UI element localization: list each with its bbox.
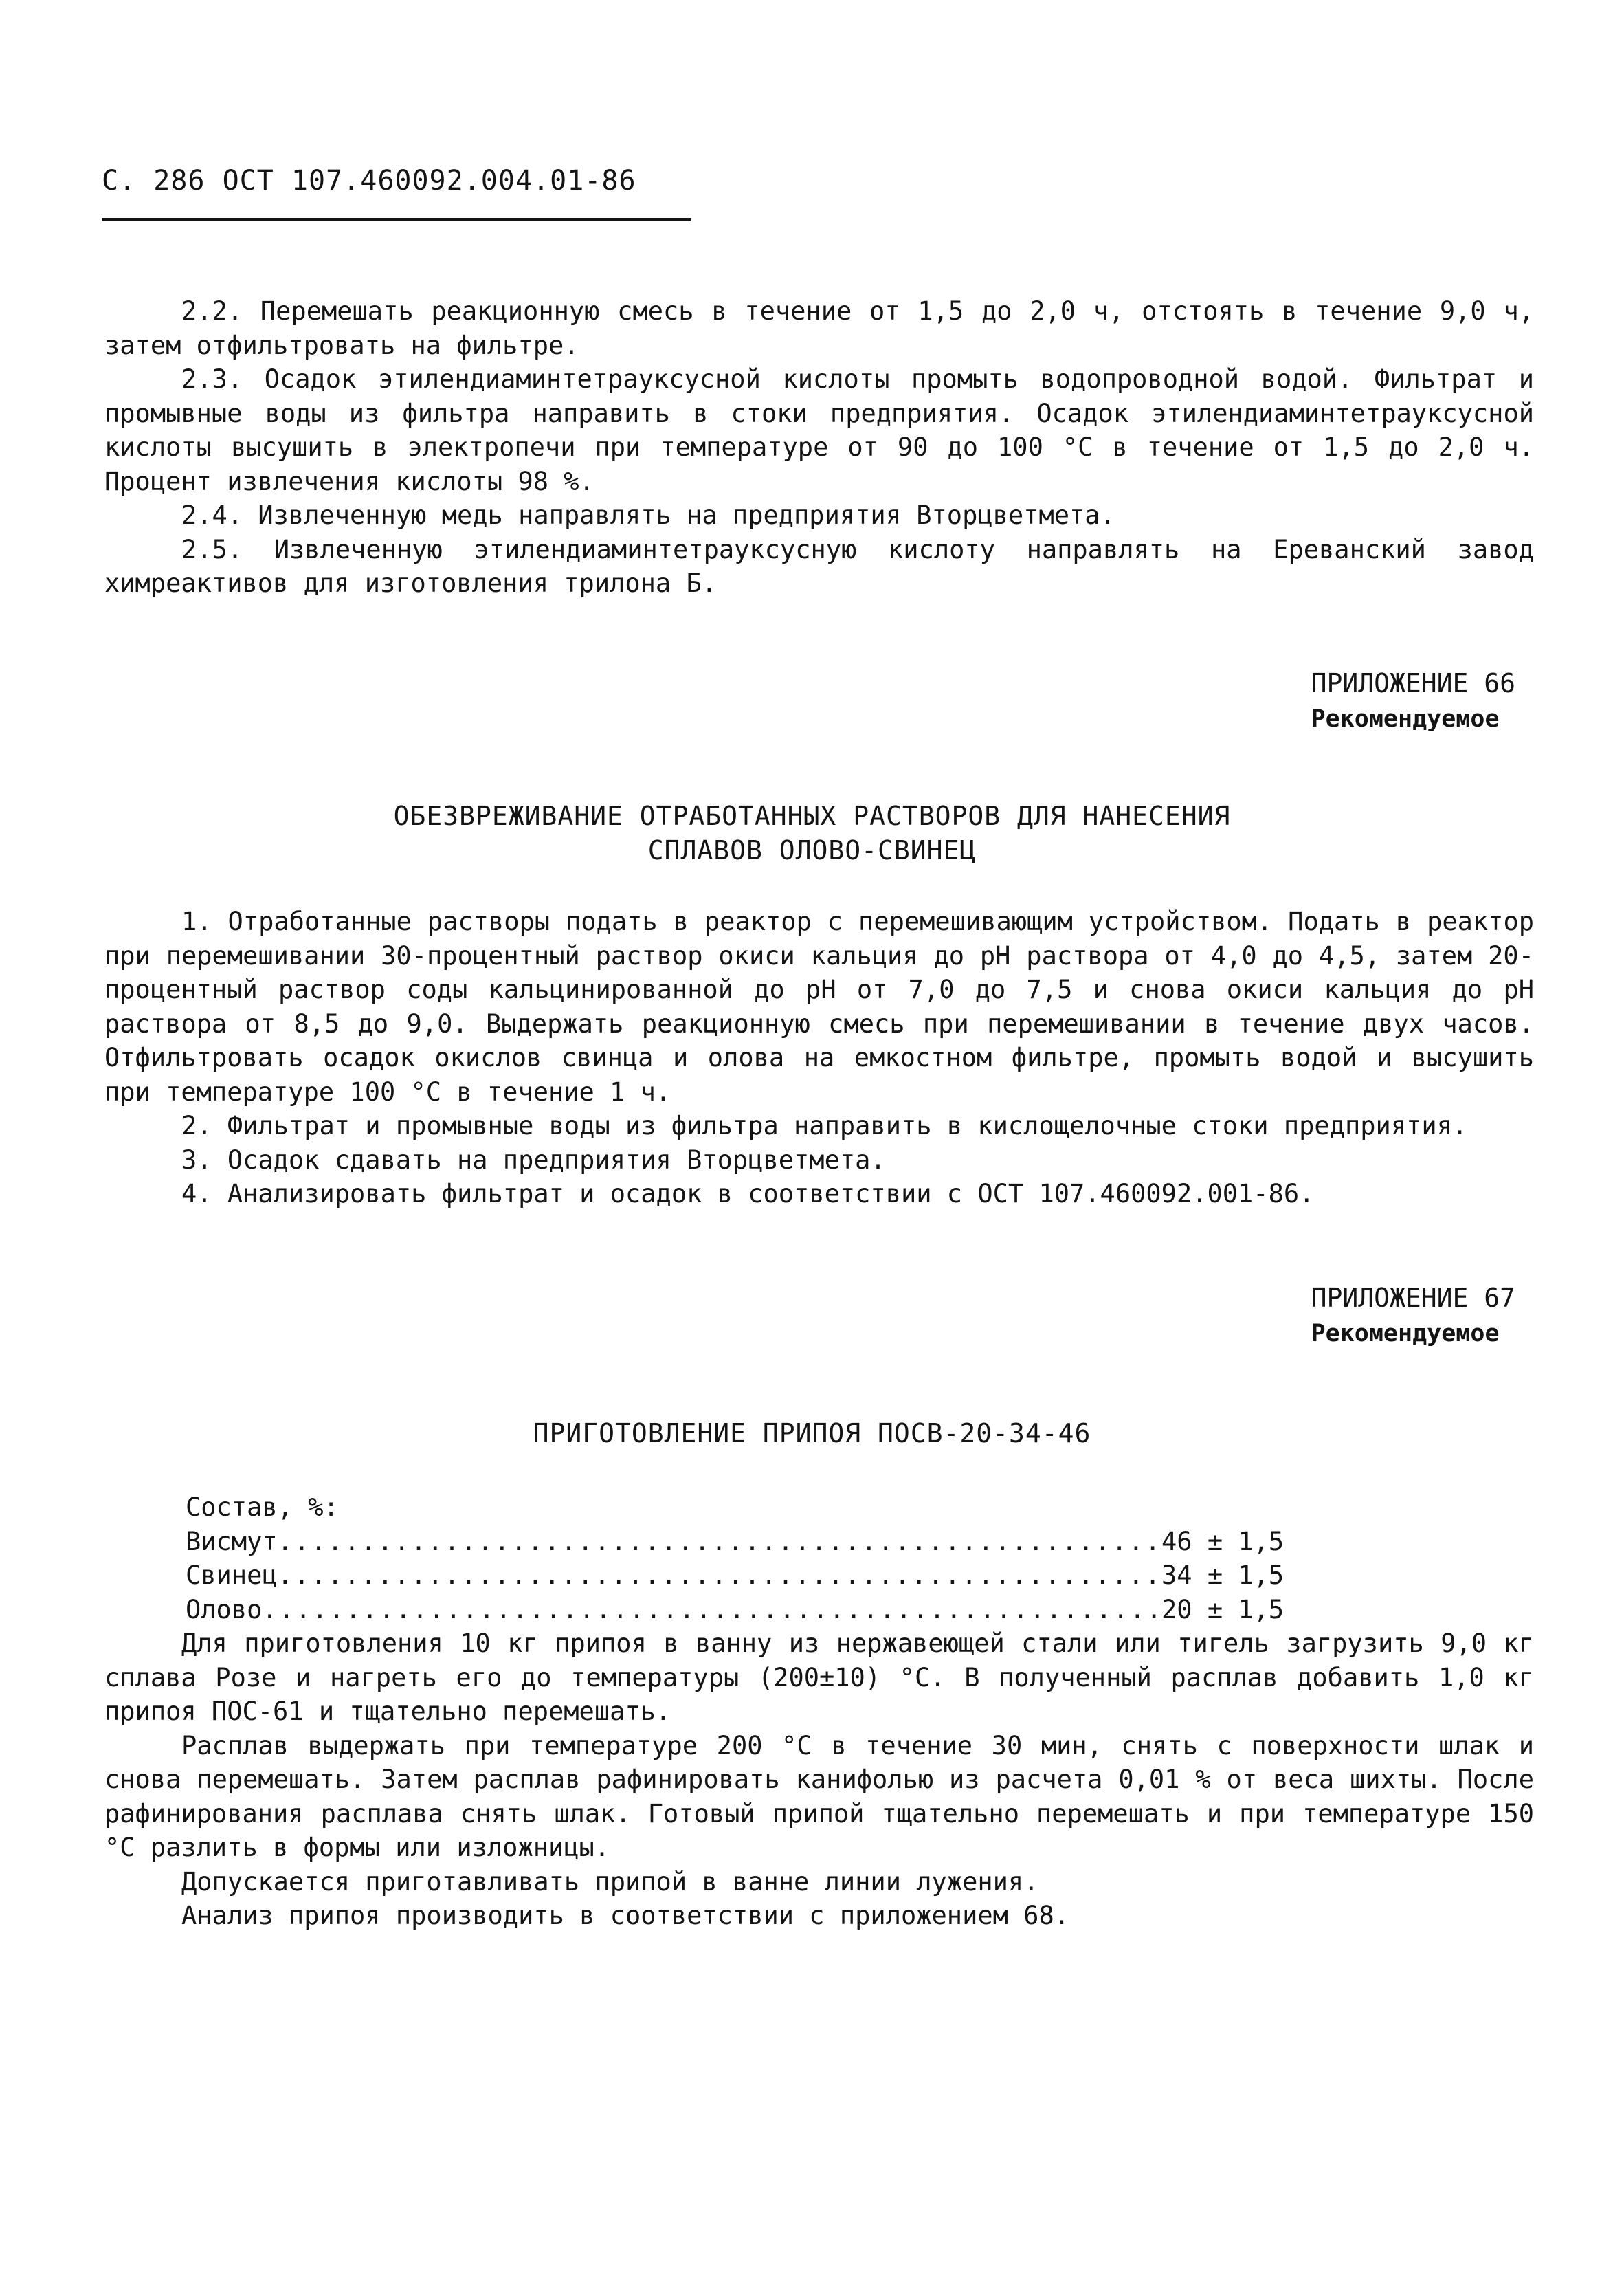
section-2-continuation <box>104 294 1534 601</box>
annex-67-paragraph-2: Расплав выдержать при температуре 200 °С в течение 30 мин, снять с поверхности шлак и снова перемешать. Затем расплав рафинировать канифолью из расчета 0,01 % от веса шихты. После рафинирования расплава снять шлак. Готовый припой тщательно перемешать и при температуре 150 °С разлить в формы или изложницы. <box>104 1730 1534 1862</box>
page-header: С. 286 ОСТ 107.460092.004.01-86 <box>102 165 636 197</box>
annex-67-status: Рекомендуемое <box>1311 1320 1500 1347</box>
annex-66-title-line-1: ОБЕЗВРЕЖИВАНИЕ ОТРАБОТАННЫХ РАСТВОРОВ ДЛЯ НАНЕСЕНИЯ <box>393 801 1231 831</box>
composition-value: 20 ± 1,5 <box>1161 1594 1284 1624</box>
composition-row <box>186 1593 1326 1627</box>
leader-dots <box>262 1593 1157 1627</box>
annex-67-label: ПРИЛОЖЕНИЕ 67 <box>1311 1283 1515 1313</box>
header-underline <box>102 218 691 221</box>
annex-66-body <box>104 905 1534 1211</box>
annex-66-item-3: 3. Осадок сдавать на предприятия Вторцветмета. <box>181 1145 886 1175</box>
paragraph-2-4: 2.4. Извлеченную медь направлять на предприятия Вторцветмета. <box>181 500 1115 530</box>
composition-row <box>186 1525 1326 1559</box>
composition-list <box>186 1490 1326 1626</box>
composition-name: Висмут <box>186 1526 278 1556</box>
composition-row <box>186 1558 1326 1593</box>
annex-67-body <box>104 1626 1534 1933</box>
annex-66-title <box>0 799 1624 868</box>
paragraph-2-2: 2.2. Перемешать реакционную смесь в течение от 1,5 до 2,0 ч, отстоять в течение 9,0 ч, затем отфильтровать на фильтре. <box>104 296 1534 360</box>
annex-67-paragraph-3: Допускается приготавливать припой в ванне линии лужения. <box>181 1866 1039 1897</box>
annex-66-item-4: 4. Анализировать фильтрат и осадок в соответствии с ОСТ 107.460092.001-86. <box>181 1179 1315 1208</box>
composition-value: 34 ± 1,5 <box>1161 1560 1284 1590</box>
annex-66-title-line-2: СПЛАВОВ ОЛОВО-СВИНЕЦ <box>647 835 977 865</box>
composition-value: 46 ± 1,5 <box>1161 1526 1284 1556</box>
composition-name: Свинец <box>186 1560 278 1590</box>
annex-67-title: ПРИГОТОВЛЕНИЕ ПРИПОЯ ПОСВ-20-34-46 <box>533 1418 1091 1448</box>
annex-66-heading <box>1311 665 1515 737</box>
paragraph-2-5: 2.5. Извлеченную этилендиаминтетрауксусную кислоту направлять на Ереванский завод химреактивов для изготовления трилона Б. <box>104 534 1534 598</box>
annex-66-status: Рекомендуемое <box>1311 705 1500 733</box>
leader-dots <box>278 1558 1157 1593</box>
composition-heading: Состав, %: <box>186 1492 339 1522</box>
annex-67-paragraph-4: Анализ припоя производить в соответствии с приложением 68. <box>181 1901 1070 1930</box>
annex-66-item-1: 1. Отработанные растворы подать в реактор с перемешивающим устройством. Подать в реактор при перемешивании 30-процентный раствор окиси кальция до рН раствора от 4,0 до 4,5, затем 20-процентный раствор соды кальцинированной до рН от 7,0 до 7,5 и снова окиси кальция до рН раствора от 8,5 до 9,0. Выдержать реакционную смесь при перемешивании в течение двух часов. Отфильтровать осадок окислов свинца и олова на емкостном фильтре, промыть водой и высушить при температуре 100 °С в течение 1 ч. <box>104 907 1534 1107</box>
composition-name: Олово <box>186 1594 263 1624</box>
annex-66-item-2: 2. Фильтрат и промывные воды из фильтра направить в кислощелочные стоки предприятия. <box>181 1111 1468 1140</box>
paragraph-2-3: 2.3. Осадок этилендиаминтетрауксусной кислоты промыть водопроводной водой. Фильтрат и промывные воды из фильтра направить в стоки предприятия. Осадок этилендиаминтетрауксусной кислоты высушить в электропечи при температуре от 90 до 100 °С в течение от 1,5 до 2,0 ч. Процент извлечения кислоты 98 %. <box>104 364 1534 496</box>
annex-67-paragraph-1: Для приготовления 10 кг припоя в ванну из нержавеющей стали или тигель загрузить 9,0 кг сплава Розе и нагреть его до температуры (200±10) °С. В полученный расплав добавить 1,0 кг припоя ПОС-61 и тщательно перемешать. <box>104 1629 1534 1726</box>
annex-66-label: ПРИЛОЖЕНИЕ 66 <box>1311 668 1515 698</box>
annex-67-heading <box>1311 1280 1515 1351</box>
leader-dots <box>278 1525 1157 1559</box>
